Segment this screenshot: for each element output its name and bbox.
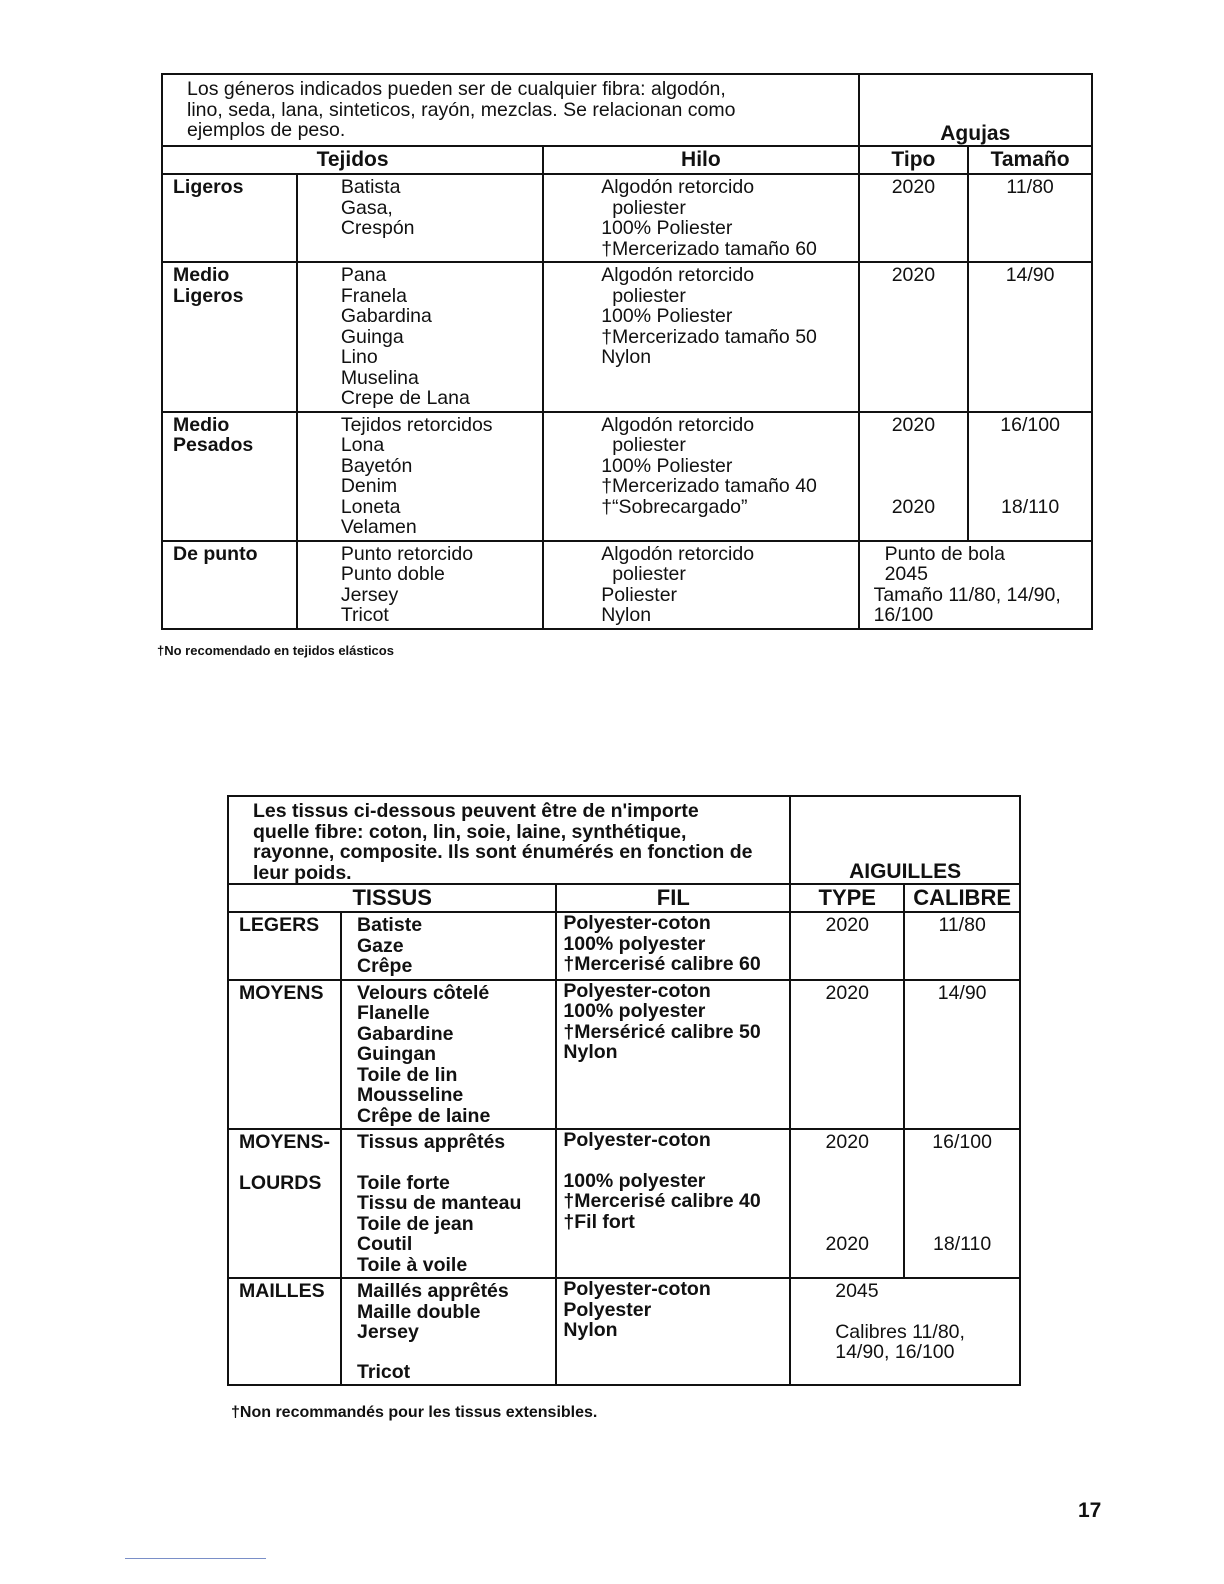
thread-list: Polyester-coton Polyester Nylon xyxy=(556,1278,790,1385)
thread-list: Algodón retorcido poliester 100% Poliester †Mercerizado tamaño 60 xyxy=(543,174,858,262)
tipo-header: Tipo xyxy=(859,146,969,174)
knit-needle-info: 2045 Calibres 11/80, 14/90, 16/100 xyxy=(790,1278,1020,1385)
category-label: Ligeros xyxy=(162,174,297,262)
needle-type: 2020 xyxy=(790,912,904,980)
needle-size: 16/100 18/110 xyxy=(968,412,1092,541)
french-needle-table xyxy=(227,795,1021,1386)
hilo-header: Hilo xyxy=(543,146,858,174)
fabric-list: Batista Gasa, Crespón xyxy=(297,174,543,262)
intro-text: Les tissus ci-dessous peuvent être de n'importe quelle fibre: coton, lin, soie, laine, synthétique, rayonne, composite. Ils sont énumérés en fonction de leur poids. xyxy=(228,796,790,884)
table-row xyxy=(162,174,1092,262)
table-row xyxy=(228,1129,1020,1278)
category-label: MOYENS xyxy=(228,980,341,1130)
bottom-rule xyxy=(125,1558,266,1559)
needle-size: 11/80 xyxy=(904,912,1020,980)
page-number: 17 xyxy=(1078,1499,1102,1522)
needle-type: 2020 xyxy=(859,174,969,262)
needle-size: 14/90 xyxy=(968,262,1092,412)
thread-list: Algodón retorcido poliester Poliester Nylon xyxy=(543,541,858,629)
tissus-header: TISSUS xyxy=(228,884,556,912)
table-row xyxy=(162,541,1092,629)
fabric-list: Velours côtelé Flanelle Gabardine Guingan Toile de lin Mousseline Crêpe de laine xyxy=(341,980,556,1130)
table-row xyxy=(228,1278,1020,1385)
needle-type: 2020 xyxy=(859,262,969,412)
category-label: MAILLES xyxy=(228,1278,341,1385)
category-label: Medio Pesados xyxy=(162,412,297,541)
fabric-list: Batiste Gaze Crêpe xyxy=(341,912,556,980)
fabric-list: Punto retorcido Punto doble Jersey Tricot xyxy=(297,541,543,629)
tamano-header: Tamaño xyxy=(968,146,1092,174)
needle-size: 11/80 xyxy=(968,174,1092,262)
fabric-list: Tejidos retorcidos Lona Bayetón Denim Loneta Velamen xyxy=(297,412,543,541)
fabric-list: Maillés apprêtés Maille double Jersey Tricot xyxy=(341,1278,556,1385)
calibre-header: CALIBRE xyxy=(904,884,1020,912)
french-footnote: †Non recommandés pour les tissus extensibles. xyxy=(231,1404,598,1421)
aiguilles-header: AIGUILLES xyxy=(790,796,1020,884)
needle-size: 16/100 18/110 xyxy=(904,1129,1020,1278)
thread-list: Algodón retorcido poliester 100% Poliester †Mercerizado tamaño 40 †“Sobrecargado” xyxy=(543,412,858,541)
intro-text: Los géneros indicados pueden ser de cualquier fibra: algodón, lino, seda, lana, sinteticos, rayón, mezclas. Se relacionan como ejemplos de peso. xyxy=(162,74,859,146)
table-row xyxy=(162,412,1092,541)
table-row xyxy=(162,262,1092,412)
thread-list: Polyester-coton 100% polyester †Mercerisé calibre 40 †Fil fort xyxy=(556,1129,790,1278)
fil-header: FIL xyxy=(556,884,790,912)
fabric-list: Pana Franela Gabardina Guinga Lino Muselina Crepe de Lana xyxy=(297,262,543,412)
knit-needle-info: Punto de bola 2045 Tamaño 11/80, 14/90, 16/100 xyxy=(859,541,1092,629)
spanish-needle-table xyxy=(161,73,1093,630)
needle-type: 2020 2020 xyxy=(859,412,969,541)
needle-type: 2020 2020 xyxy=(790,1129,904,1278)
thread-list: Algodón retorcido poliester 100% Poliester †Mercerizado tamaño 50 Nylon xyxy=(543,262,858,412)
category-label: De punto xyxy=(162,541,297,629)
agujas-header: Agujas xyxy=(859,74,1092,146)
category-label: Medio Ligeros xyxy=(162,262,297,412)
category-label: LEGERS xyxy=(228,912,341,980)
spanish-footnote: †No recomendado en tejidos elásticos xyxy=(157,643,394,658)
thread-list: Polyester-coton 100% polyester †Merséricé calibre 50 Nylon xyxy=(556,980,790,1130)
category-label: MOYENS- LOURDS xyxy=(228,1129,341,1278)
type-header: TYPE xyxy=(790,884,904,912)
fabric-list: Tissus apprêtés Toile forte Tissu de manteau Toile de jean Coutil Toile à voile xyxy=(341,1129,556,1278)
tejidos-header: Tejidos xyxy=(162,146,543,174)
needle-size: 14/90 xyxy=(904,980,1020,1130)
table-row xyxy=(228,980,1020,1130)
thread-list: Polyester-coton 100% polyester †Mercerisé calibre 60 xyxy=(556,912,790,980)
table-row xyxy=(228,912,1020,980)
needle-type: 2020 xyxy=(790,980,904,1130)
